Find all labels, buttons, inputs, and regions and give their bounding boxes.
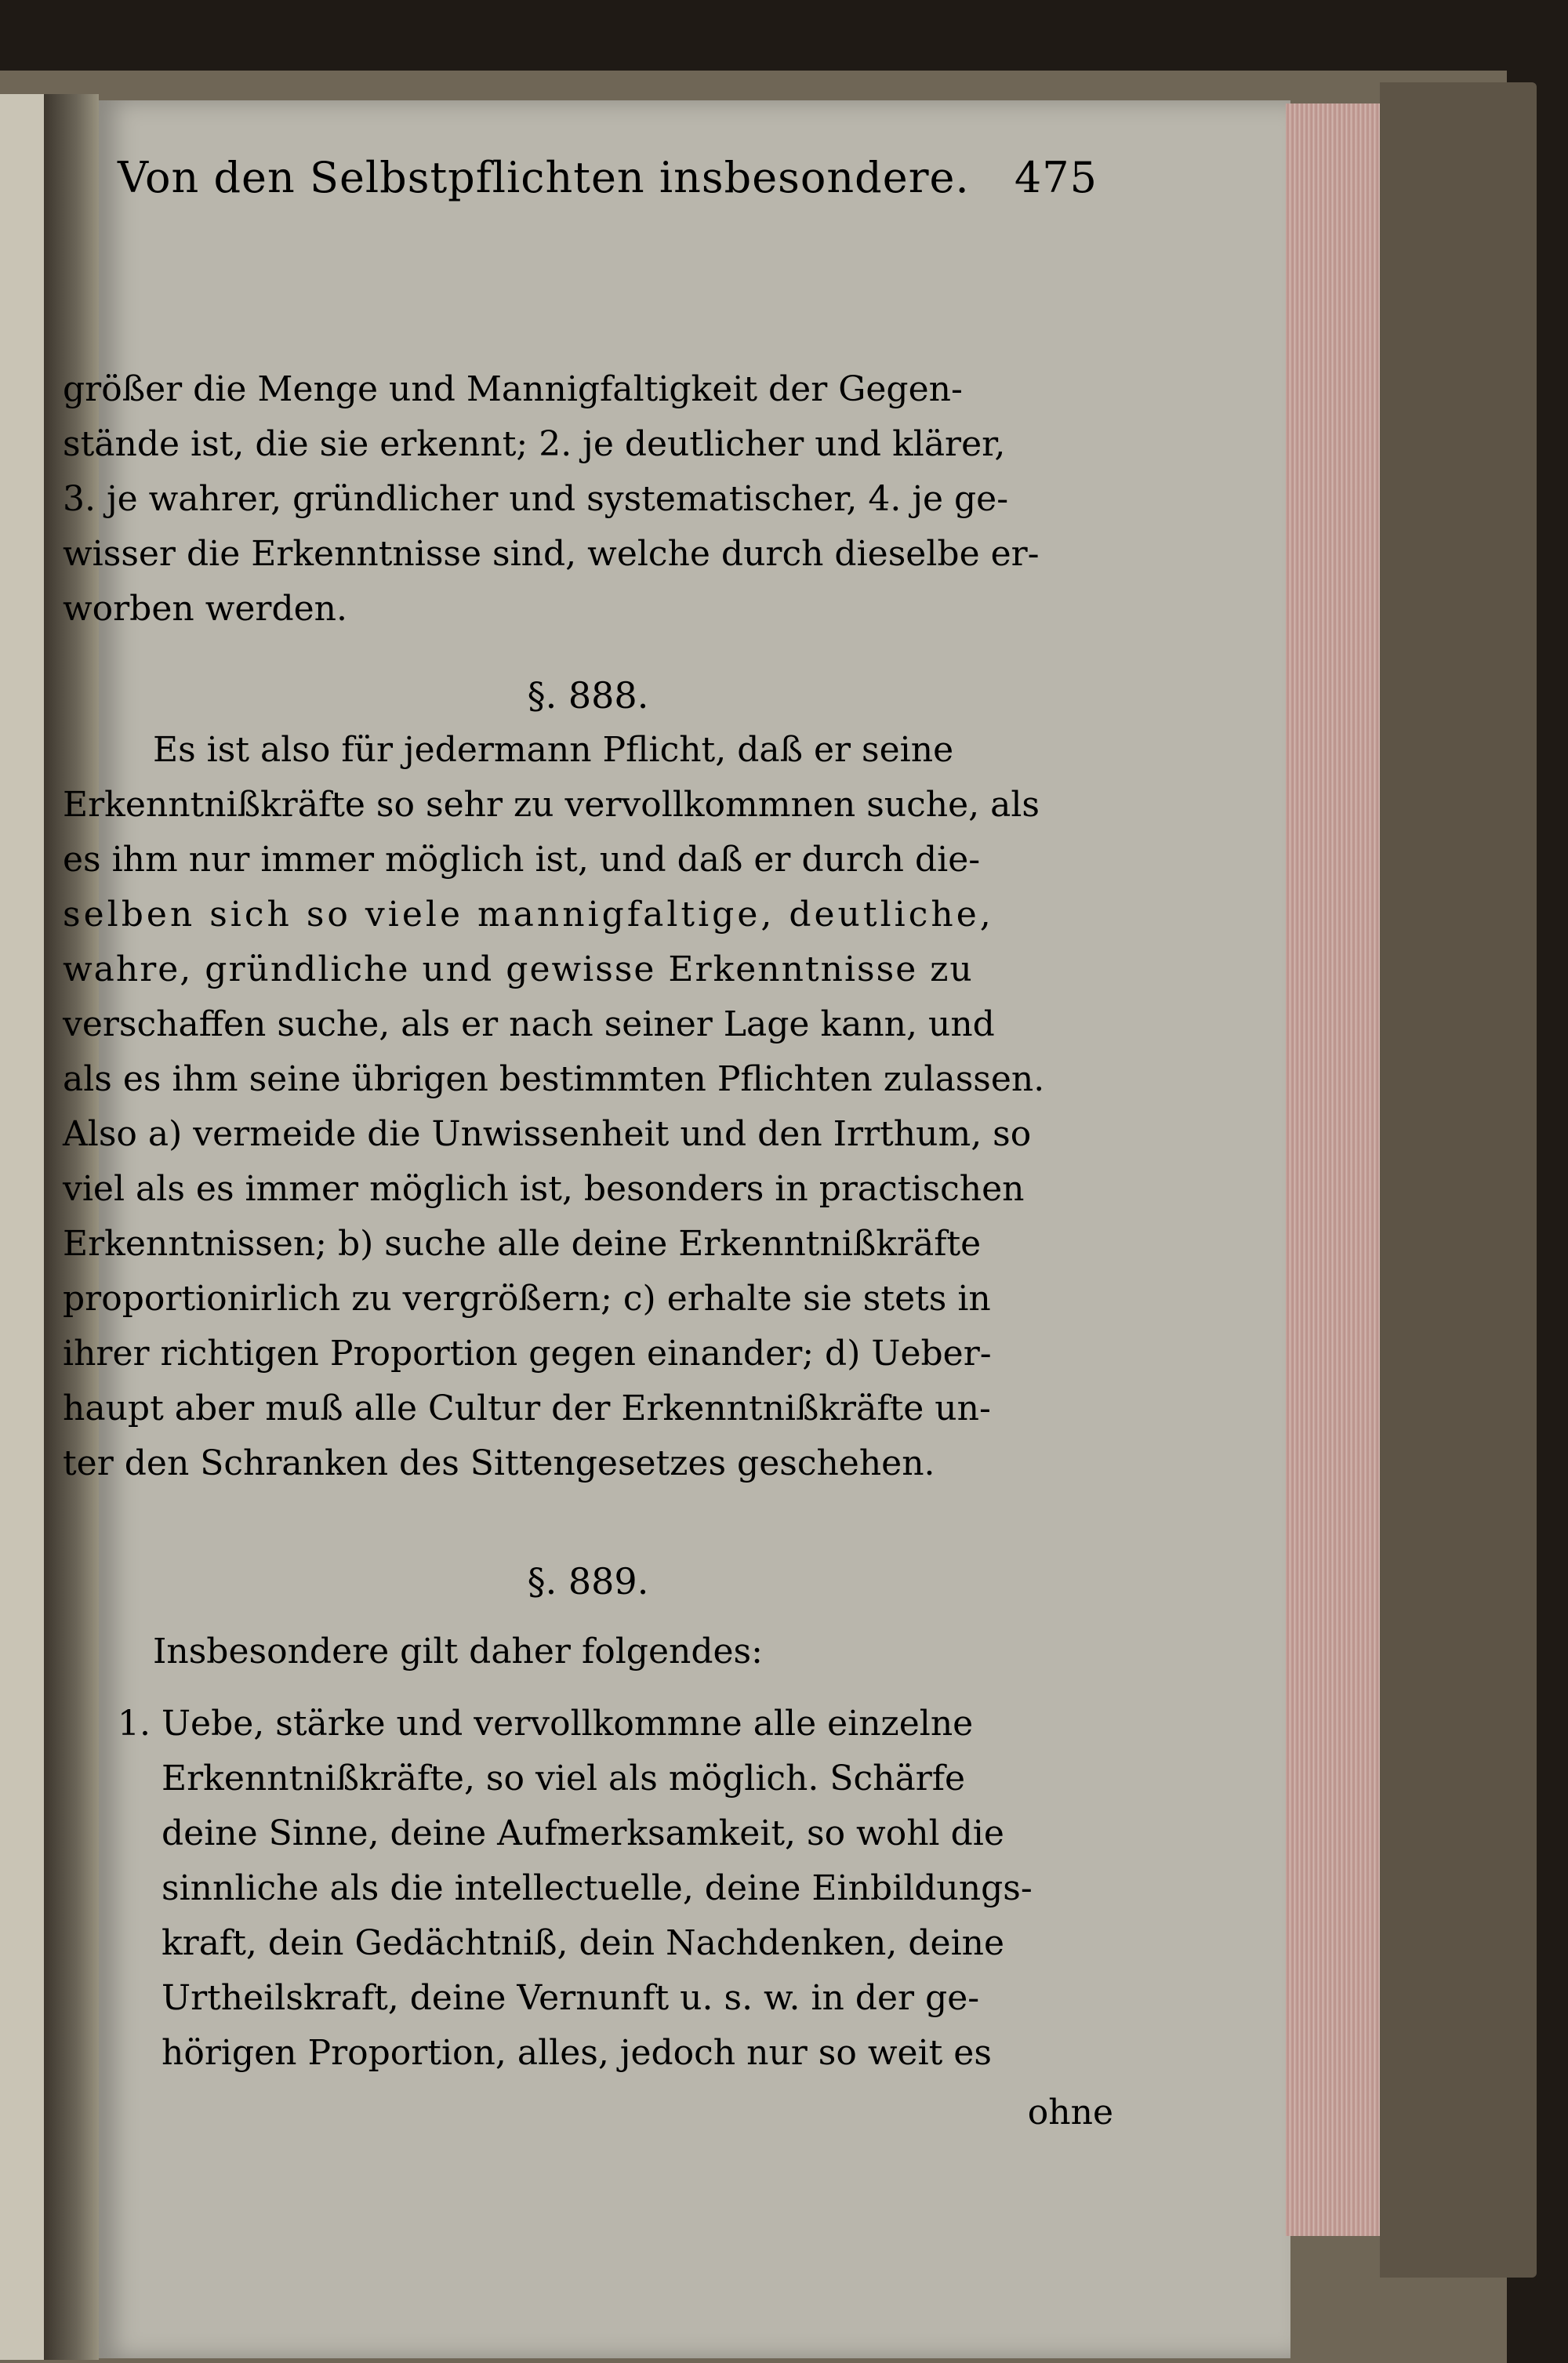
text-line: Erkenntnissen; b) suche alle deine Erkenntnißkräfte <box>63 1224 982 1264</box>
text-line: proportionirlich zu vergrößern; c) erhalte sie stets in <box>63 1279 991 1319</box>
text-line: Es ist also für jedermann Pflicht, daß er seine <box>153 730 954 770</box>
text-line: selben sich so viele mannigfaltige, deutliche, <box>63 895 994 935</box>
text-line: haupt aber muß alle Cultur der Erkenntnißkräfte un- <box>63 1388 991 1428</box>
text-line: ter den Schranken des Sittengesetzes geschehen. <box>63 1443 935 1483</box>
text-line: stände ist, die sie erkennt; 2. je deutlicher und klärer, <box>63 424 1006 464</box>
section-heading-889: §. 889. <box>527 1560 649 1603</box>
text-line: größer die Menge und Mannigfaltigkeit der Gegen- <box>63 369 963 409</box>
text-line: ihrer richtigen Proportion gegen einander; d) Ueber- <box>63 1334 992 1374</box>
book-back-cover <box>1380 82 1537 2278</box>
page-block-edge <box>1286 103 1380 2236</box>
section-intro: Insbesondere gilt daher folgendes: <box>153 1632 763 1672</box>
catchword: ohne <box>1027 2093 1113 2133</box>
text-line: Erkenntnißkräfte so sehr zu vervollkommnen suche, als <box>63 785 1040 825</box>
text-line: wahre, gründliche und gewisse Erkenntnisse zu <box>63 949 974 989</box>
list-item-line: Urtheilskraft, deine Vernunft u. s. w. in der ge- <box>162 1978 980 2018</box>
section-heading-888: §. 888. <box>527 674 649 717</box>
list-item-line: 1. Uebe, stärke und vervollkommne alle einzelne <box>118 1704 974 1744</box>
text-line: als es ihm seine übrigen bestimmten Pflichten zulassen. <box>63 1059 1045 1099</box>
text-line: es ihm nur immer möglich ist, und daß er durch die- <box>63 840 981 880</box>
list-item-line: Erkenntnißkräfte, so viel als möglich. Schärfe <box>162 1759 966 1799</box>
text-line: Also a) vermeide die Unwissenheit und den Irrthum, so <box>63 1114 1032 1154</box>
left-page-edge <box>0 94 44 2360</box>
list-item-line: kraft, dein Gedächtniß, dein Nachdenken, deine <box>162 1923 1005 1963</box>
running-title: Von den Selbstpflichten insbesondere. <box>118 153 970 202</box>
text-line: worben werden. <box>63 589 347 629</box>
list-item-line: sinnliche als die intellectuelle, deine Einbildungs- <box>162 1868 1033 1908</box>
page-number: 475 <box>1014 153 1098 202</box>
text-line: 3. je wahrer, gründlicher und systematischer, 4. je ge- <box>63 479 1009 519</box>
list-item-line: deine Sinne, deine Aufmerksamkeit, so wohl die <box>162 1813 1004 1853</box>
list-item-line: hörigen Proportion, alles, jedoch nur so weit es <box>162 2033 992 2073</box>
text-line: verschaffen suche, als er nach seiner Lage kann, und <box>63 1004 995 1044</box>
running-head <box>118 153 1098 216</box>
text-line: wisser die Erkenntnisse sind, welche durch dieselbe er- <box>63 534 1040 574</box>
text-line: viel als es immer möglich ist, besonders in practischen <box>63 1169 1025 1209</box>
